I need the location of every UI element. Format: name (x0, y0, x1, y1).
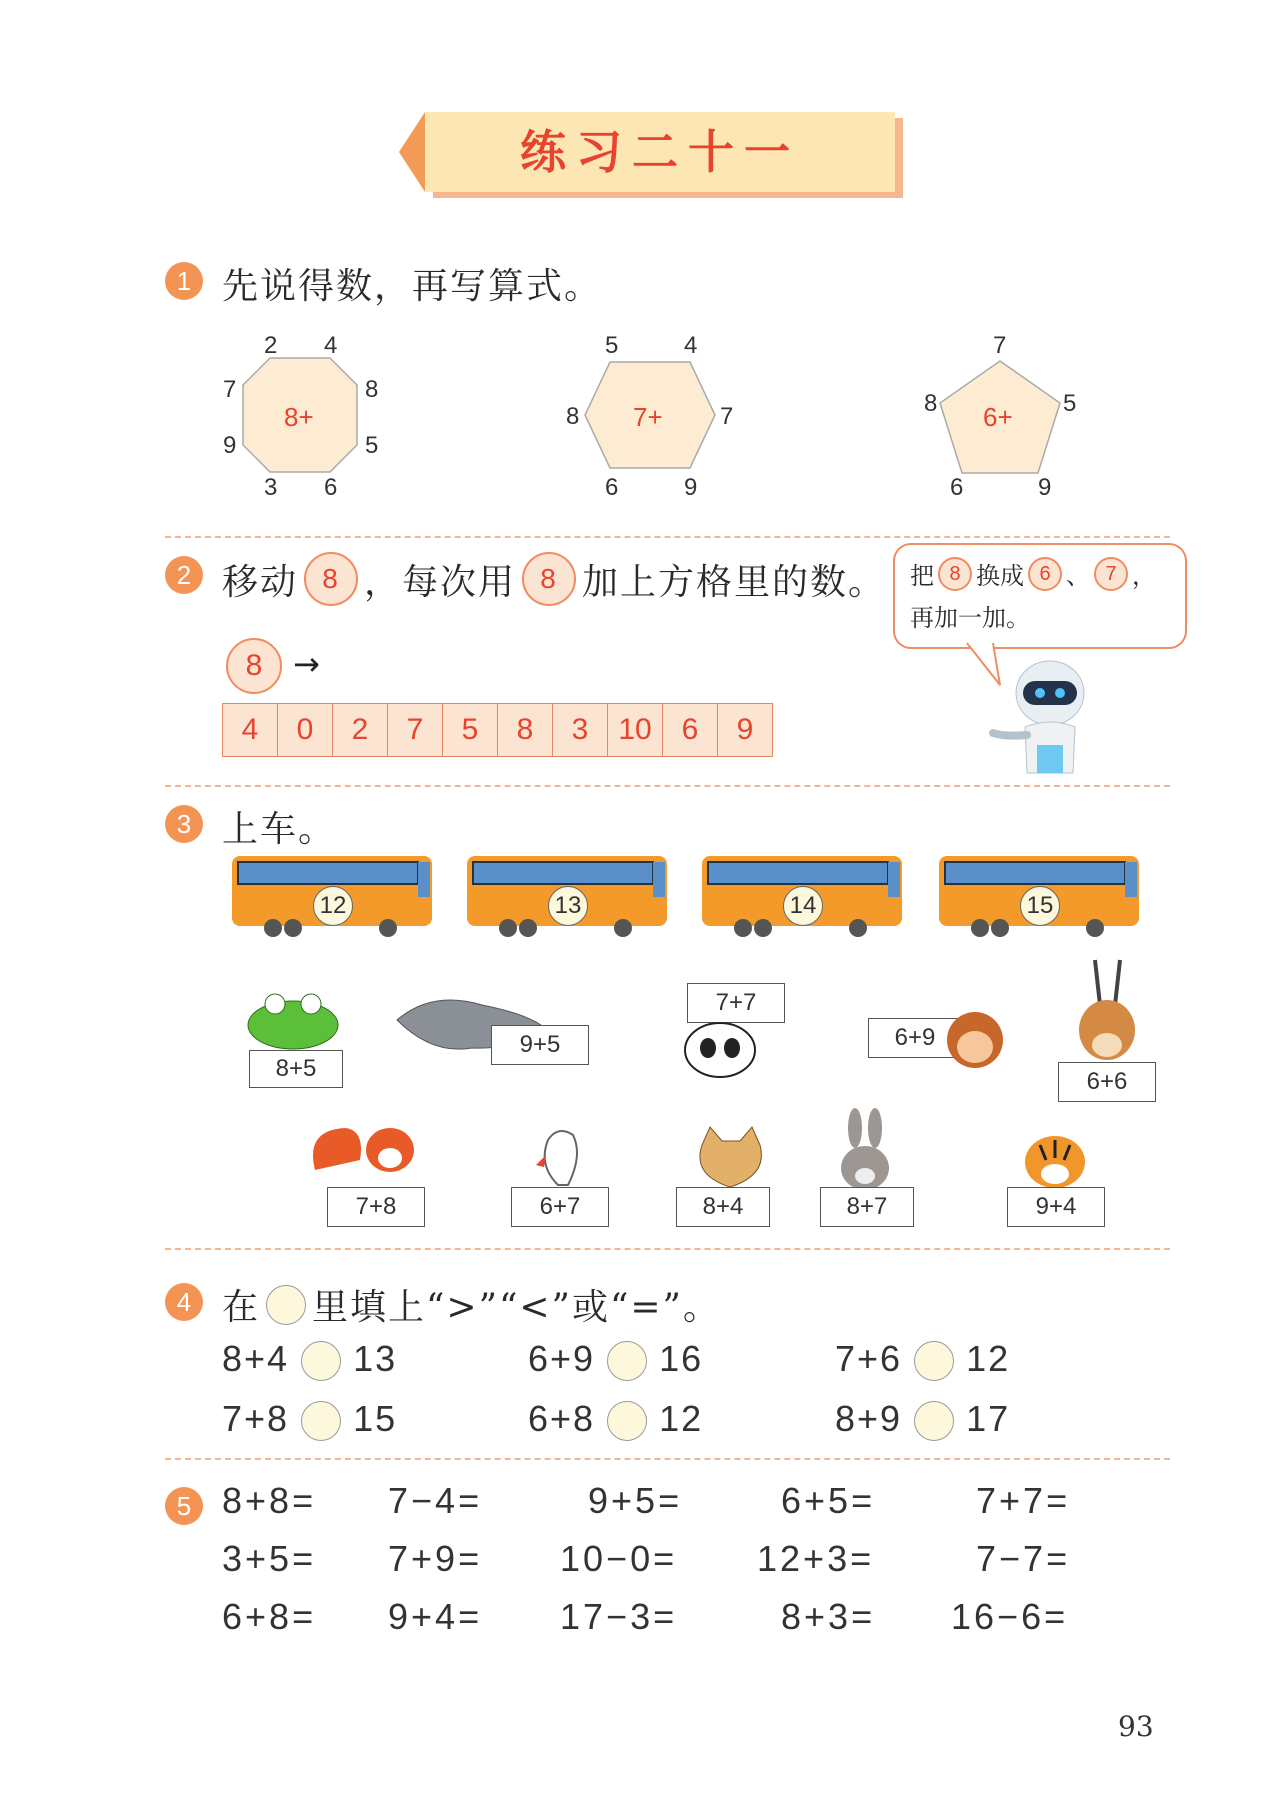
bubble-line-2: 再加一加。 (910, 604, 1030, 632)
question-number-5: 5 (165, 1487, 203, 1525)
strip-cell: 2 (333, 704, 388, 756)
strip-cell: 10 (608, 704, 663, 756)
equation: 7+9= (388, 1538, 483, 1579)
bubble-text: 把 (910, 562, 934, 590)
q4-text-b: 里填上“>”“<”或“=”。 (312, 1287, 721, 1328)
bus (698, 852, 908, 946)
equation: 12+3= (757, 1538, 875, 1579)
bus-number: 13 (548, 886, 588, 926)
octagon-number: 8 (365, 376, 379, 403)
tiger-icon (1020, 1130, 1090, 1190)
hexagon-number: 4 (684, 332, 698, 359)
circle-seven-small: 7 (1094, 557, 1128, 591)
right-arrow-icon: → (293, 645, 320, 683)
comparison-right: 16 (659, 1338, 704, 1379)
strip-cell: 6 (663, 704, 718, 756)
octagon-number: 2 (264, 332, 278, 359)
pentagon-center: 6+ (983, 402, 1013, 432)
equation: 6+8= (222, 1596, 317, 1637)
animal-tag-deer: 6+6 (1058, 1062, 1156, 1102)
comparison-item (528, 1338, 703, 1381)
comparison-left: 8+9 (835, 1398, 903, 1439)
strip-cell: 0 (278, 704, 333, 756)
page-number: 93 (1118, 1710, 1154, 1743)
question-number-2: 2 (165, 556, 203, 594)
question-number-4: 4 (165, 1283, 203, 1321)
equation: 6+5= (781, 1480, 876, 1521)
mover-circle: 8 (226, 638, 282, 694)
robot-icon (985, 655, 1095, 775)
hexagon-number: 5 (605, 332, 619, 359)
pentagon-number: 5 (1063, 390, 1077, 417)
bubble-text: 换成 (976, 562, 1024, 590)
comparison-item (835, 1338, 1010, 1381)
comparison-right: 12 (966, 1338, 1011, 1379)
pentagon-number: 8 (924, 390, 938, 417)
question-3-text: 上车。 (222, 809, 337, 850)
animal-tag-swan: 6+7 (511, 1187, 609, 1227)
octagon-number: 7 (223, 376, 237, 403)
equation: 7−4= (388, 1480, 483, 1521)
pentagon-number: 9 (1038, 474, 1052, 501)
q2-text-c: 加上方格里的数。 (582, 561, 887, 603)
bus-number: 15 (1020, 886, 1060, 926)
comparison-item (528, 1398, 703, 1441)
answer-circle-icon (266, 1285, 306, 1325)
bus-number: 14 (783, 886, 823, 926)
monkey-icon (945, 1005, 1005, 1075)
comparison-left: 8+4 (222, 1338, 290, 1379)
answer-circle[interactable] (301, 1401, 341, 1441)
comparison-right: 12 (659, 1398, 704, 1439)
pentagon-number: 7 (993, 332, 1007, 359)
bus (463, 852, 673, 946)
rabbit-icon (835, 1108, 895, 1193)
comparison-right: 17 (966, 1398, 1011, 1439)
octagon-number: 5 (365, 432, 379, 459)
strip-cell: 9 (718, 704, 772, 756)
comparison-left: 6+8 (528, 1398, 596, 1439)
bubble-text: ， (1132, 562, 1156, 590)
octagon-number: 3 (264, 474, 278, 501)
comparison-left: 7+6 (835, 1338, 903, 1379)
answer-circle[interactable] (914, 1341, 954, 1381)
strip-cell: 7 (388, 704, 443, 756)
pentagon-number: 6 (950, 474, 964, 501)
bus-number: 12 (313, 886, 353, 926)
comparison-right: 13 (353, 1338, 398, 1379)
equation: 8+8= (222, 1480, 317, 1521)
divider (165, 1248, 1170, 1250)
bubble-text: 、 (1066, 562, 1090, 590)
deer-icon (1065, 955, 1145, 1065)
animal-tag-squirrel: 7+8 (327, 1187, 425, 1227)
q2-text-a: 移动 (222, 561, 299, 603)
divider (165, 536, 1170, 538)
animal-tag-rabbit: 8+7 (820, 1187, 914, 1227)
strip-cell: 5 (443, 704, 498, 756)
equation: 8+3= (781, 1596, 876, 1637)
banner-tip (399, 112, 425, 192)
equation: 17−3= (560, 1596, 678, 1637)
animal-tag-panda: 7+7 (687, 983, 785, 1023)
equation: 16−6= (951, 1596, 1069, 1637)
hexagon-center: 7+ (633, 402, 663, 432)
q2-text-b: ，每次用 (364, 561, 517, 603)
circle-eight-small: 8 (938, 557, 972, 591)
animal-tag-frog: 8+5 (249, 1050, 343, 1088)
animal-tag-monkey: 6+9 (868, 1018, 962, 1058)
octagon-number: 9 (223, 432, 237, 459)
panda-icon (680, 1020, 760, 1080)
bus (935, 852, 1145, 946)
swan-icon (528, 1125, 588, 1190)
bubble-line-1 (910, 556, 1156, 591)
strip-cell: 4 (223, 704, 278, 756)
equation: 7−7= (976, 1538, 1071, 1579)
hexagon-number: 8 (566, 403, 580, 430)
frog-icon (235, 990, 350, 1050)
number-strip (222, 703, 773, 757)
bus (228, 852, 438, 946)
circle-six-small: 6 (1028, 557, 1062, 591)
comparison-item (222, 1338, 397, 1381)
divider (165, 1458, 1170, 1460)
octagon-number: 4 (324, 332, 338, 359)
hexagon-number: 7 (720, 403, 734, 430)
question-4-text (222, 1279, 721, 1330)
answer-circle[interactable] (301, 1341, 341, 1381)
answer-circle[interactable] (607, 1341, 647, 1381)
comparison-left: 7+8 (222, 1398, 290, 1439)
equation: 10−0= (560, 1538, 678, 1579)
comparison-right: 15 (353, 1398, 398, 1439)
comparison-item (835, 1398, 1010, 1441)
circle-eight: 8 (522, 552, 576, 606)
octagon-number: 6 (324, 474, 338, 501)
question-number-1: 1 (165, 262, 203, 300)
strip-cell: 8 (498, 704, 553, 756)
comparison-left: 6+9 (528, 1338, 596, 1379)
q4-text-a: 在 (222, 1287, 261, 1328)
circle-eight: 8 (304, 552, 358, 606)
equation: 9+5= (588, 1480, 683, 1521)
page-title: 练习二十一 (520, 125, 800, 179)
hexagon-number: 9 (684, 474, 698, 501)
answer-circle[interactable] (914, 1401, 954, 1441)
cat-icon (690, 1125, 770, 1190)
equation: 9+4= (388, 1596, 483, 1637)
question-1-text: 先说得数，再写算式。 (222, 266, 603, 307)
strip-cell: 3 (553, 704, 608, 756)
comparison-item (222, 1398, 397, 1441)
equation: 3+5= (222, 1538, 317, 1579)
animal-tag-elephant: 9+5 (491, 1025, 589, 1065)
answer-circle[interactable] (607, 1401, 647, 1441)
hexagon-number: 6 (605, 474, 619, 501)
animal-tag-tiger: 9+4 (1007, 1187, 1105, 1227)
equation: 7+7= (976, 1480, 1071, 1521)
octagon-center: 8+ (284, 402, 314, 432)
question-number-3: 3 (165, 805, 203, 843)
divider (165, 785, 1170, 787)
question-2-text (222, 552, 886, 606)
squirrel-icon (305, 1120, 425, 1190)
animal-tag-cat: 8+4 (676, 1187, 770, 1227)
